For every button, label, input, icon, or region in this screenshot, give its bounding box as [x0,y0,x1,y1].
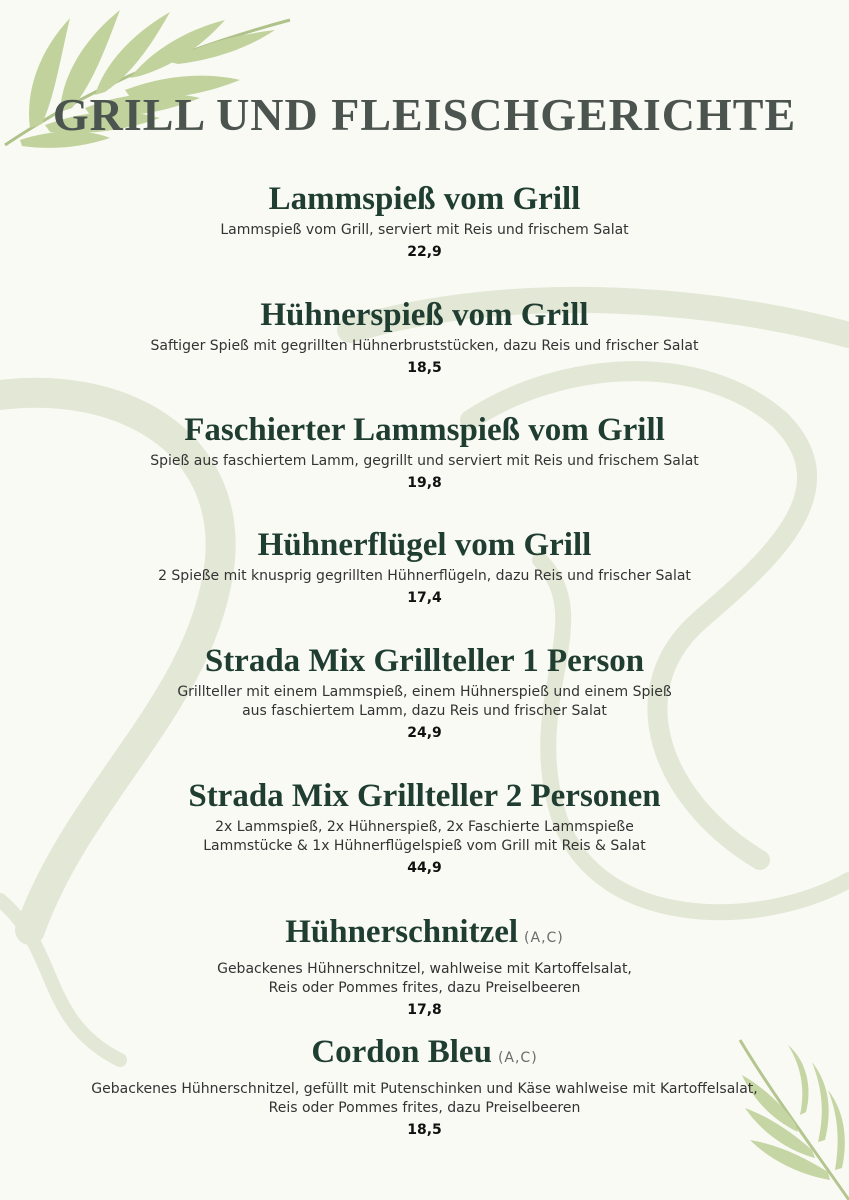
menu-item-description-line: Reis oder Pommes frites, dazu Preiselbeeren [268,1100,581,1116]
menu-item-description-line: aus faschiertem Lamm, dazu Reis und frischer Salat [242,703,607,719]
menu-item-description [0,960,849,998]
menu-item-description: 2 Spieße mit knusprig gegrillten Hühnerflügeln, dazu Reis und frischer Salat [158,568,691,584]
menu-item-name: Cordon Bleu (A,C) [311,1034,538,1070]
menu-item-price: 17,8 [407,1002,442,1018]
menu-item-price: 19,8 [407,475,442,491]
menu-item-description [0,683,849,721]
menu-item-description-line: 2x Lammspieß, 2x Hühnerspieß, 2x Faschierte Lammspieße [215,819,634,835]
menu-item-price: 18,5 [407,1122,442,1138]
menu-item [0,411,849,493]
menu-item-name: Strada Mix Grillteller 1 Person [204,643,645,679]
menu-item-name: Faschierter Lammspieß vom Grill [184,412,665,448]
menu-item [0,642,849,743]
menu-item-name: Hühnerflügel vom Grill [257,527,592,563]
menu-item [0,180,849,262]
menu-item-price: 22,9 [407,244,442,260]
menu-item-description [0,1080,849,1118]
menu-item-price: 18,5 [407,360,442,376]
menu-item-name: Hühnerschnitzel (A,C) [285,914,564,950]
page-title: GRILL UND FLEISCHGERICHTE [52,89,797,140]
menu-item-price: 17,4 [407,590,442,606]
menu-item-name: Hühnerspieß vom Grill [260,297,589,333]
menu-item-description-line: Lammstücke & 1x Hühnerflügelspieß vom Grill mit Reis & Salat [203,838,646,854]
menu-item-description-line: Reis oder Pommes frites, dazu Preiselbeeren [268,980,581,996]
menu-item-price: 44,9 [407,860,442,876]
menu-item [0,296,849,378]
menu-item-description-line: Grillteller mit einem Lammspieß, einem Hühnerspieß und einem Spieß [177,684,672,700]
allergen-note: (A,C) [497,1050,538,1066]
menu-item [0,913,849,1020]
menu-item-description: Lammspieß vom Grill, serviert mit Reis und frischem Salat [220,222,629,238]
menu-item [0,1033,849,1140]
menu-item-description-line: Gebackenes Hühnerschnitzel, wahlweise mit Kartoffelsalat, [217,961,632,977]
menu-item [0,777,849,878]
menu-item-name: Lammspieß vom Grill [268,181,581,217]
menu-item-description-line: Gebackenes Hühnerschnitzel, gefüllt mit Putenschinken und Käse wahlweise mit Kartoffelsalat, [91,1081,758,1097]
menu-item [0,526,849,608]
menu-item-name: Strada Mix Grillteller 2 Personen [188,778,661,814]
menu-item-description: Spieß aus faschiertem Lamm, gegrillt und serviert mit Reis und frischem Salat [150,453,699,469]
menu-item-description: Saftiger Spieß mit gegrillten Hühnerbruststücken, dazu Reis und frischer Salat [150,338,699,354]
menu-item-description [0,818,849,856]
allergen-note: (A,C) [524,930,564,946]
menu-item-price: 24,9 [407,725,442,741]
